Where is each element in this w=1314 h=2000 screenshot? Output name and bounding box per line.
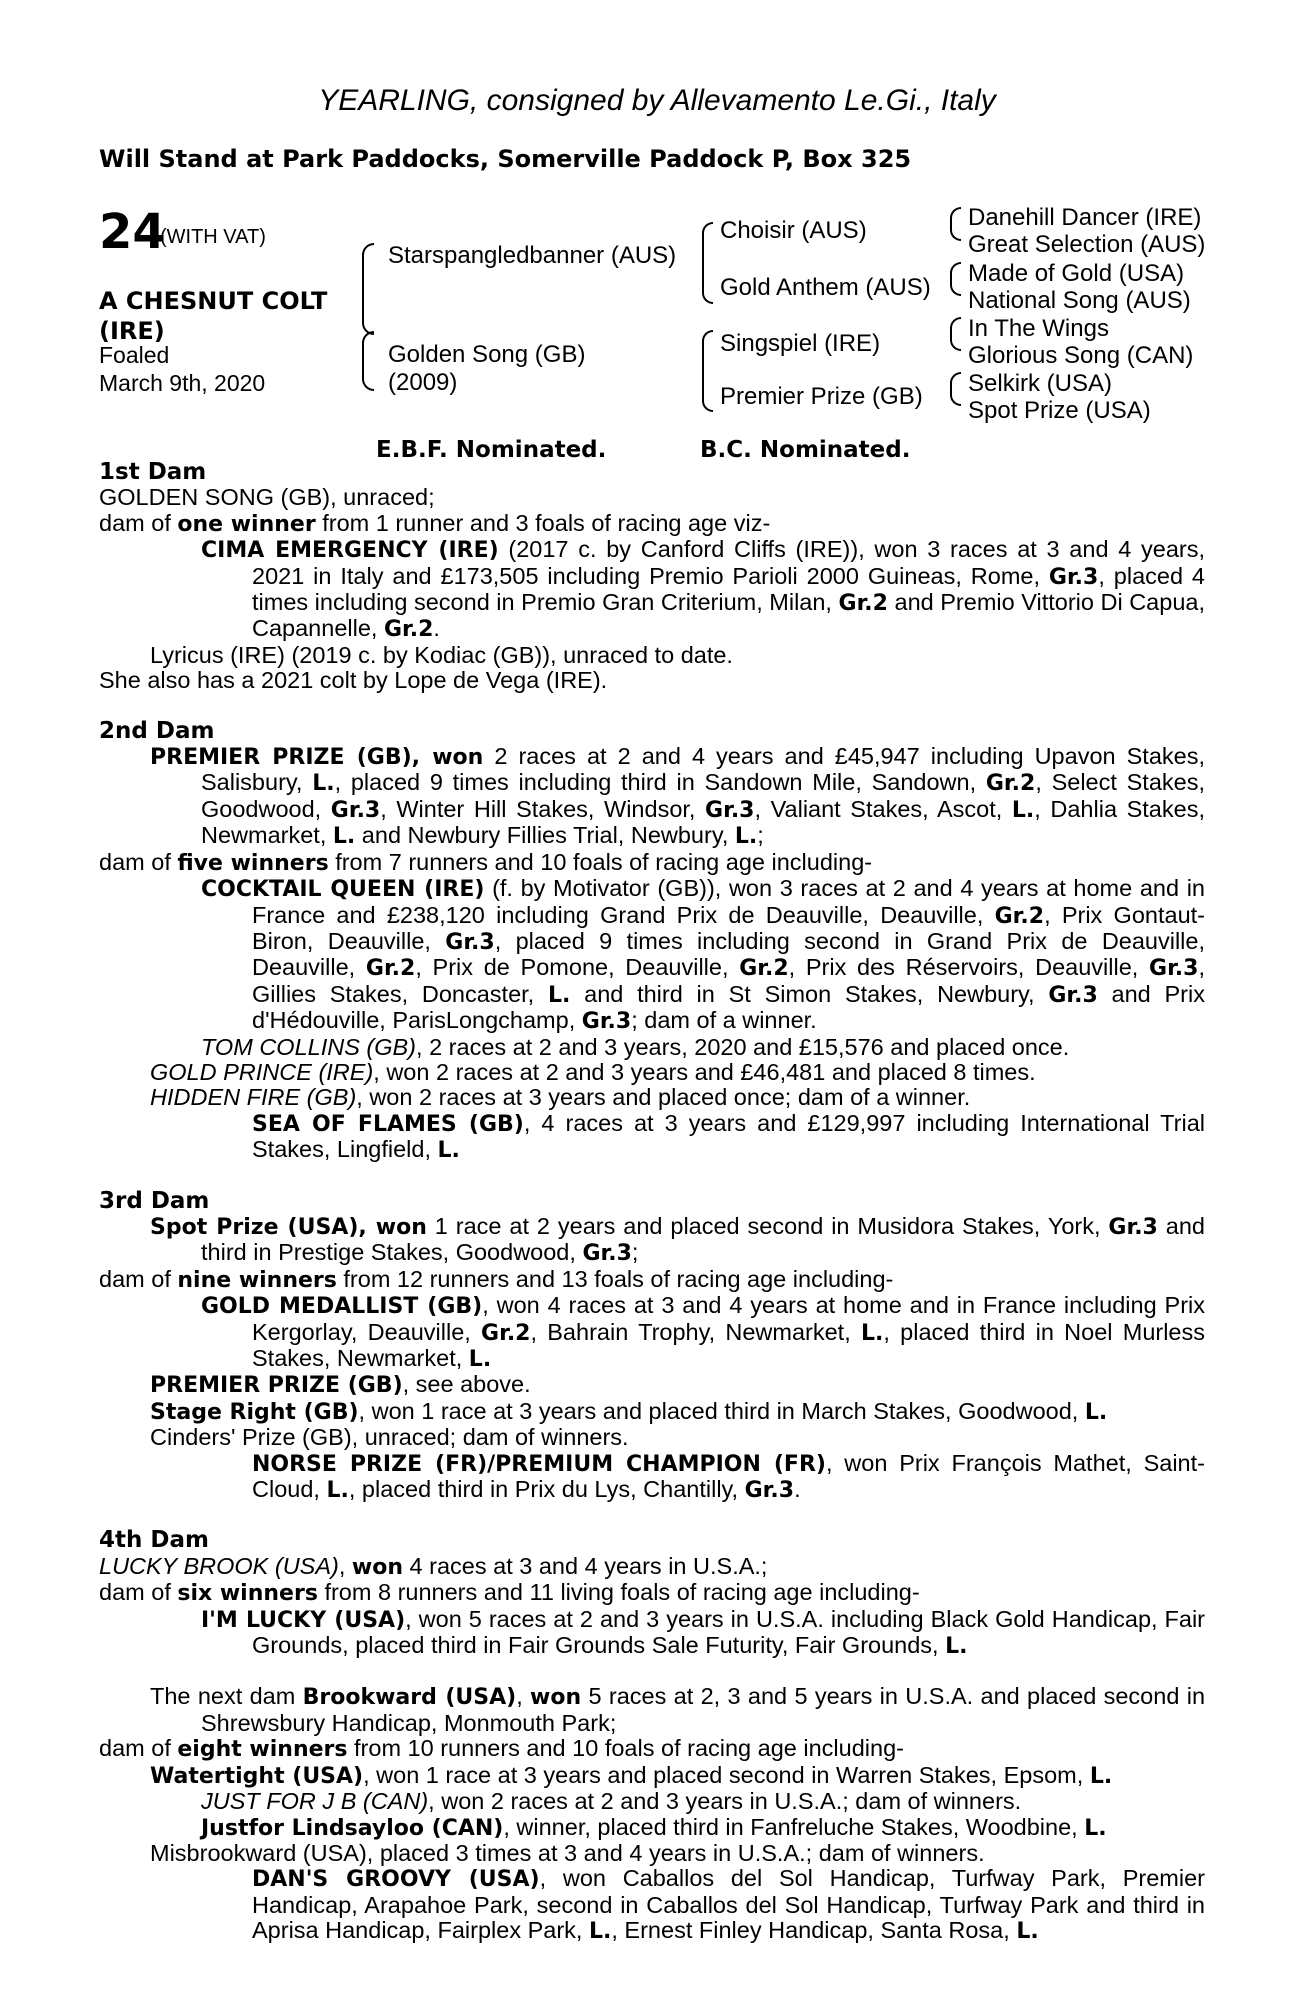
catalogue-body	[99, 460, 1205, 1945]
second-dam-record: PREMIER PRIZE (GB), won 2 races at 2 and 4 years and £45,947 including Upavon Stakes, Salisbury, L., placed 9 times including third in Sandown Mile, Sandown, Gr.2, Select Stakes, Goodwood, Gr.3, Winter Hill Stakes, Windsor, Gr.3, Valiant Stakes, Ascot, L., Dahlia Stakes, Newmarket, L. and Newbury Fillies Trial, Newbury, L.;	[150, 743, 1206, 850]
pedigree-dam: Golden Song (GB)	[388, 341, 586, 368]
first-dam-note: She also has a 2021 colt by Lope de Vega (IRE).	[99, 667, 608, 694]
sire-bracket-bottom	[362, 331, 374, 391]
pedigree-gen3-2: Great Selection (AUS)	[968, 231, 1206, 258]
gen3-bracket-1	[950, 207, 961, 241]
horse-name: CIMA EMERGENCY (IRE)	[201, 538, 499, 564]
pedigree-sire: Starspangledbanner (AUS)	[388, 242, 677, 269]
gen2-bracket-sire	[702, 222, 713, 304]
fourth-dam-record: LUCKY BROOK (USA), won 4 races at 3 and 4 years in U.S.A.;	[99, 1552, 768, 1580]
foaled-label: Foaled	[99, 342, 170, 368]
pedigree-gen3-8: Spot Prize (USA)	[968, 397, 1151, 424]
second-dam-entry-gold-prince: GOLD PRINCE (IRE), won 2 races at 2 and 3 years and £46,481 and placed 8 times.	[150, 1058, 1036, 1085]
fourth-dam-heading: 4th Dam	[99, 1527, 209, 1554]
pedigree-dam-sire: Singspiel (IRE)	[720, 330, 881, 357]
fourth-dam-entry-im-lucky: I'M LUCKY (USA), won 5 races at 2 and 3 years in U.S.A. including Black Gold Handicap, Fair Grounds, placed third in Fair Grounds Sale Futurity, Fair Grounds, L.	[201, 1605, 1206, 1660]
next-dam-entry-misbrookward: Misbrookward (USA), placed 3 times at 3 and 4 years in U.S.A.; dam of winners.	[150, 1839, 985, 1866]
second-dam-entry-tom-collins: TOM COLLINS (GB), 2 races at 2 and 3 years, 2020 and £15,576 and placed once.	[201, 1033, 1070, 1060]
ebf-nomination: E.B.F. Nominated.	[376, 437, 607, 463]
sire-bracket-top	[362, 243, 374, 335]
third-dam-produce: dam of nine winners from 12 runners and 13 foals of racing age including-	[99, 1265, 894, 1293]
pedigree-dam-dam: Premier Prize (GB)	[720, 383, 923, 410]
pedigree-sire-sire: Choisir (AUS)	[720, 217, 867, 244]
second-dam-produce: dam of five winners from 7 runners and 10 foals of racing age including-	[99, 848, 873, 876]
next-dam-produce: dam of eight winners from 10 runners and 10 foals of racing age including-	[99, 1735, 904, 1763]
third-dam-entry-gold-medallist: GOLD MEDALLIST (GB), won 4 races at 3 and 4 years at home and in France including Prix Kergorlay, Deauville, Gr.2, Bahrain Trophy, Newmarket, L., placed third in Noel Murless Stakes, Newmarket, L.	[201, 1292, 1206, 1372]
next-dam-entry-justfor-lindsayloo: Justfor Lindsayloo (CAN), winner, placed third in Fanfreluche Stakes, Woodbine, L.	[201, 1813, 1107, 1841]
pedigree-dam-year: (2009)	[388, 369, 458, 396]
first-dam-produce: dam of one winner from 1 runner and 3 foals of racing age viz-	[99, 509, 771, 537]
first-dam-entry-cima: CIMA EMERGENCY (IRE) (2017 c. by Canford Cliffs (IRE)), won 3 races at 3 and 4 years, 2021 in Italy and £173,505 including Premio Parioli 2000 Guineas, Rome, Gr.3, placed 4 times including second in Premio Gran Criterium, Milan, Gr.2 and Premio Vittorio Di Capua, Capannelle, Gr.2.	[201, 536, 1206, 643]
bc-nomination: B.C. Nominated.	[700, 437, 911, 463]
gen3-bracket-3	[950, 317, 961, 351]
third-dam-entry-cinders-prize: Cinders' Prize (GB), unraced; dam of winners.	[150, 1424, 629, 1451]
next-dam-entry-just-for-jb: JUST FOR J B (CAN), won 2 races at 2 and 3 years in U.S.A.; dam of winners.	[201, 1788, 1022, 1815]
second-dam-heading: 2nd Dam	[99, 717, 215, 744]
gen3-bracket-2	[950, 262, 961, 296]
foaled-date: March 9th, 2020	[99, 370, 266, 396]
gen3-bracket-4	[950, 372, 961, 406]
second-dam-entry-cocktail-queen: COCKTAIL QUEEN (IRE) (f. by Motivator (GB)), won 3 races at 2 and 4 years at home and in France and £238,120 including Grand Prix de Deauville, Deauville, Gr.2, Prix Gontaut-Biron, Deauville, Gr.3, placed 9 times including second in Grand Prix de Deauville, Deauville, Gr.2, Prix de Pomone, Deauville, Gr.2, Prix des Réservoirs, Deauville, Gr.3, Gillies Stakes, Doncaster, L. and third in St Simon Stakes, Newbury, Gr.3 and Prix d'Hédouville, ParisLongchamp, Gr.3; dam of a winner.	[201, 875, 1206, 1035]
next-dam-entry-watertight: Watertight (USA), won 1 race at 3 years and placed second in Warren Stakes, Epsom, L.	[150, 1761, 1113, 1789]
first-dam-intro: GOLDEN SONG (GB), unraced;	[99, 484, 435, 511]
pedigree-gen3-7: Selkirk (USA)	[968, 370, 1113, 397]
first-dam-entry-lyricus: Lyricus (IRE) (2019 c. by Kodiac (GB)), unraced to date.	[150, 641, 733, 668]
pedigree-gen3-6: Glorious Song (CAN)	[968, 342, 1194, 369]
first-dam-heading: 1st Dam	[99, 459, 207, 485]
second-dam-entry-sea-of-flames: SEA OF FLAMES (GB), 4 races at 3 years and £129,997 including International Trial Stakes, Lingfield, L.	[252, 1109, 1205, 1164]
pedigree-sire-dam: Gold Anthem (AUS)	[720, 274, 931, 301]
fourth-dam-produce: dam of six winners from 8 runners and 11 living foals of racing age including-	[99, 1579, 920, 1607]
stand-location: Will Stand at Park Paddocks, Somerville Paddock P, Box 325	[99, 145, 912, 173]
third-dam-heading: 3rd Dam	[99, 1187, 210, 1214]
consignment-line: YEARLING, consigned by Allevamento Le.Gi., Italy	[318, 84, 996, 117]
lot-number: 24	[99, 204, 166, 260]
second-dam-entry-hidden-fire: HIDDEN FIRE (GB), won 2 races at 3 years and placed once; dam of a winner.	[150, 1084, 971, 1111]
pedigree-gen3-3: Made of Gold (USA)	[968, 260, 1185, 287]
third-dam-record: Spot Prize (USA), won 1 race at 2 years and placed second in Musidora Stakes, York, Gr.3 and third in Prestige Stakes, Goodwood, Gr.3;	[150, 1212, 1205, 1267]
colt-origin: (IRE)	[99, 317, 165, 345]
third-dam-entry-norse-prize: NORSE PRIZE (FR)/PREMIUM CHAMPION (FR), won Prix François Mathet, Saint-Cloud, L., placed third in Prix du Lys, Chantilly, Gr.3.	[252, 1449, 1205, 1504]
vat-note: (WITH VAT)	[160, 226, 266, 248]
pedigree-gen3-4: National Song (AUS)	[968, 287, 1191, 314]
pedigree-gen3-5: In The Wings	[968, 315, 1109, 342]
third-dam-entry-stage-right: Stage Right (GB), won 1 race at 3 years and placed third in March Stakes, Goodwood, L.	[150, 1397, 1108, 1425]
gen2-bracket-dam	[702, 330, 713, 412]
next-dam-record: The next dam Brookward (USA), won 5 races at 2, 3 and 5 years in U.S.A. and placed second in Shrewsbury Handicap, Monmouth Park;	[150, 1683, 1206, 1736]
third-dam-entry-premier-prize: PREMIER PRIZE (GB), see above.	[150, 1371, 531, 1399]
colt-description: A CHESNUT COLT	[99, 287, 328, 315]
pedigree-gen3-1: Danehill Dancer (IRE)	[968, 204, 1202, 231]
next-dam-entry-dans-groovy: DAN'S GROOVY (USA), won Caballos del Sol Handicap, Turfway Park, Premier Handicap, Arapahoe Park, second in Caballos del Sol Handicap, Turfway Park and third in Aprisa Handicap, Fairplex Park, L., Ernest Finley Handicap, Santa Rosa, L.	[252, 1865, 1205, 1945]
